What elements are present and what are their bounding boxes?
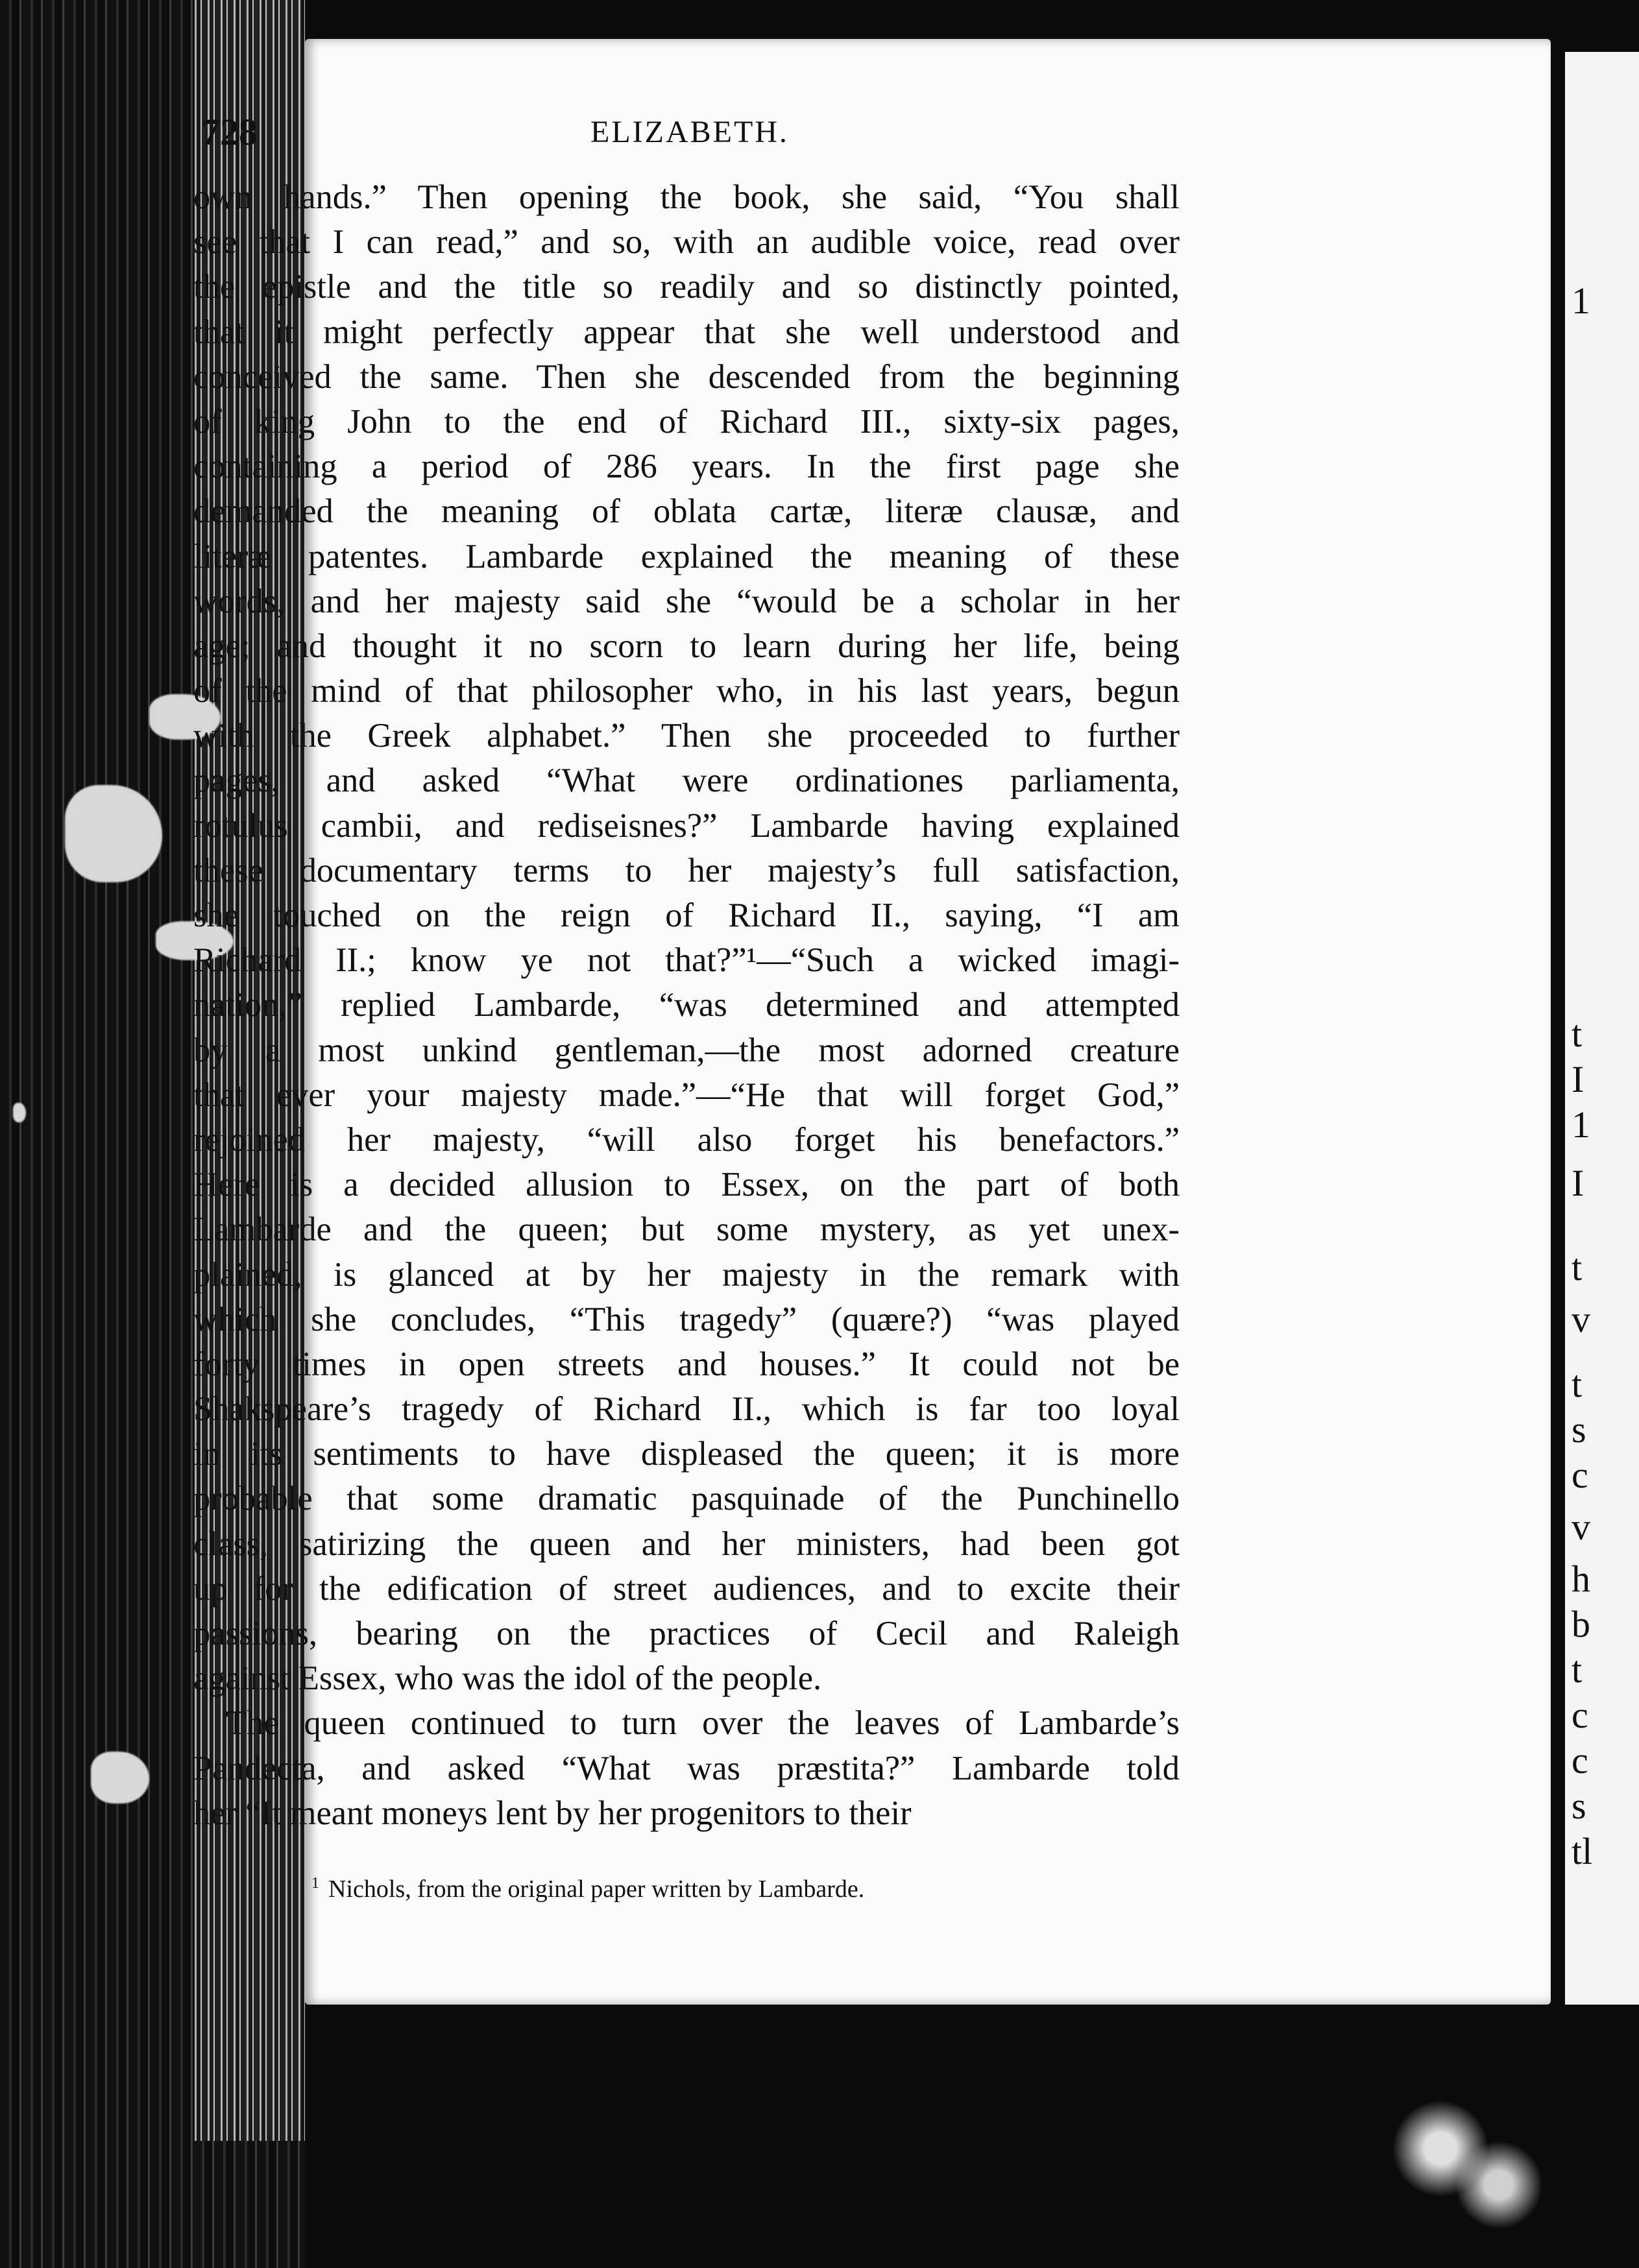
text-line: her “It meant moneys lent by her progenitors to their	[193, 1794, 912, 1832]
text-line: Pandecta, and asked “What was præstita?” Lambarde told	[193, 1749, 1180, 1787]
text-line: rotulus cambii, and rediseisnes?” Lambarde having explained	[193, 806, 1180, 845]
paper-speck	[91, 1752, 149, 1804]
body-text	[193, 175, 1180, 1836]
next-page-fragment: tl	[1572, 1830, 1593, 1872]
text-line: demanded the meaning of oblata cartæ, literæ clausæ, and	[193, 492, 1180, 531]
text-line: conceived the same. Then she descended from the beginning	[193, 357, 1180, 396]
page-number: 728	[201, 111, 258, 153]
text-line: plained, is glanced at by her majesty in the remark with	[193, 1255, 1180, 1294]
next-page-fragment: t	[1572, 1648, 1583, 1691]
text-line: words, and her majesty said she “would be a scholar in her	[193, 582, 1180, 620]
text-line: of king John to the end of Richard III., sixty-six pages,	[193, 402, 1180, 440]
next-page-fragment: v	[1572, 1506, 1590, 1548]
text-line: which she concludes, “This tragedy” (quære?) “was played	[193, 1300, 1180, 1338]
paper-speck	[13, 1103, 26, 1122]
text-line: Richard II.; know ye not that?”¹—“Such a wicked imagi-	[193, 941, 1180, 980]
next-page-fragment: t	[1572, 1013, 1583, 1055]
next-page-fragment: I	[1572, 1162, 1584, 1204]
footnote-marker: 1	[311, 1875, 319, 1892]
next-page-fragment: c	[1572, 1694, 1588, 1736]
next-page-fragment: h	[1572, 1558, 1590, 1600]
running-head: ELIZABETH.	[590, 115, 789, 149]
text-line: she touched on the reign of Richard II., saying, “I am	[193, 897, 1180, 934]
next-page-fragment: s	[1572, 1785, 1586, 1827]
next-page-fragment: c	[1572, 1454, 1588, 1496]
text-line: forty times in open streets and houses.” It could not be	[193, 1345, 1180, 1383]
text-line: The queen continued to turn over the leaves of Lambarde’s	[226, 1704, 1180, 1743]
next-page-fragment: t	[1572, 1363, 1583, 1405]
paper-speck	[65, 785, 162, 882]
next-page-sliver	[1565, 52, 1639, 2005]
text-line: probable that some dramatic pasquinade of the Punchinello	[193, 1480, 1180, 1518]
text-line: of the mind of that philosopher who, in his last years, begun	[193, 672, 1180, 710]
text-line: containing a period of 286 years. In the first page she	[193, 448, 1180, 486]
text-line: up for the edification of street audiences, and to excite their	[193, 1569, 1180, 1608]
text-line: the epistle and the title so readily and so distinctly pointed,	[193, 268, 1180, 306]
text-line: passions, bearing on the practices of Cecil and Raleigh	[193, 1615, 1180, 1652]
next-page-fragment: v	[1572, 1298, 1590, 1340]
next-page-fragment: t	[1572, 1246, 1583, 1288]
text-line: literæ patentes. Lambarde explained the meaning of these	[193, 537, 1180, 575]
next-page-fragment: s	[1572, 1408, 1586, 1451]
text-line: these documentary terms to her majesty’s full satisfaction,	[193, 851, 1180, 889]
footnote-text: Nichols, from the original paper written by Lambarde.	[328, 1876, 865, 1903]
next-page-fragment: c	[1572, 1739, 1588, 1781]
text-line: own hands.” Then opening the book, she said, “You shall	[193, 178, 1180, 216]
text-line: age; and thought it no scorn to learn during her life, being	[193, 627, 1180, 665]
text-line: with the Greek alphabet.” Then she proceeded to further	[193, 717, 1180, 755]
text-line: that it might perfectly appear that she well understood and	[193, 313, 1180, 351]
text-line: rejoined her majesty, “will also forget his benefactors.”	[193, 1120, 1180, 1159]
next-page-fragment: I	[1572, 1058, 1584, 1100]
text-line: nation,” replied Lambarde, “was determined and attempted	[193, 986, 1180, 1024]
scan-noise	[1363, 2076, 1557, 2258]
next-page-fragment: 1	[1572, 280, 1590, 322]
text-line: Shakspeare’s tragedy of Richard II., which is far too loyal	[193, 1390, 1180, 1429]
text-line: see that I can read,” and so, with an audible voice, read over	[193, 223, 1180, 261]
page-header	[201, 110, 1187, 162]
text-line: in its sentiments to have displeased the queen; it is more	[193, 1435, 1180, 1473]
text-line: Here is a decided allusion to Essex, on the part of both	[193, 1166, 1180, 1204]
text-line: that ever your majesty made.”—“He that will forget God,”	[193, 1076, 1180, 1114]
text-line: Lambarde and the queen; but some mystery, as yet unex-	[193, 1211, 1180, 1249]
footnote	[311, 1875, 1220, 1903]
next-page-fragment: 1	[1572, 1104, 1590, 1146]
text-line: pages, and asked “What were ordinationes parliamenta,	[193, 762, 1180, 800]
next-page-fragment: b	[1572, 1603, 1590, 1645]
text-line: by a most unkind gentleman,—the most adorned creature	[193, 1031, 1180, 1069]
text-line: against Essex, who was the idol of the people.	[193, 1659, 822, 1698]
text-line: class, satirizing the queen and her ministers, had been got	[193, 1525, 1180, 1563]
